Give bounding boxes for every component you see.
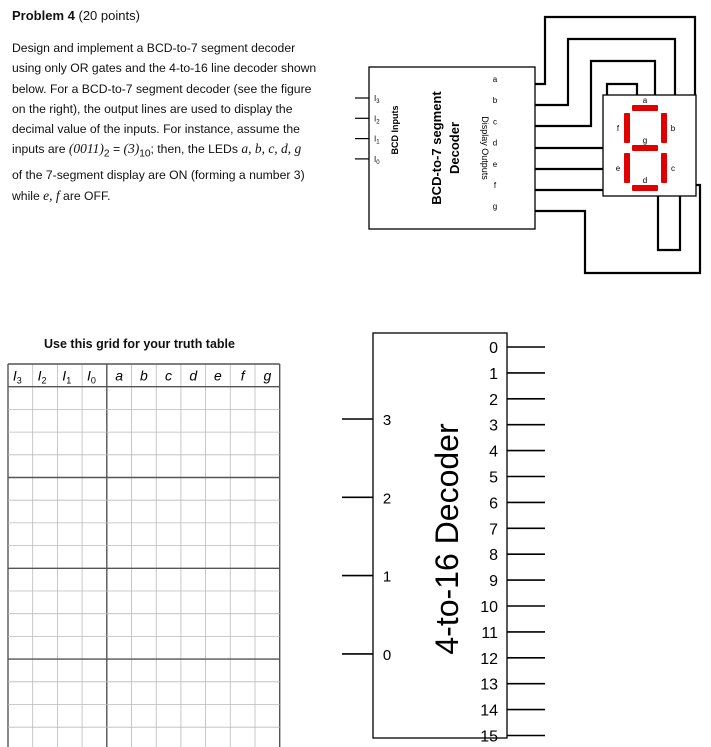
decoder-output-label: 1 — [489, 365, 498, 383]
bcd-output-pins — [493, 75, 498, 211]
bcd-output-label: d — [492, 138, 498, 148]
decoder-output-label: 6 — [489, 495, 498, 513]
segment-c — [661, 153, 667, 183]
segment-a — [632, 105, 658, 111]
math-sub: 10 — [139, 148, 151, 160]
problem-line: of the 7-segment display are ON (forming a number 3) — [12, 168, 305, 183]
grid-header: $I_2$ — [37, 367, 47, 386]
decoder-input-label: 2 — [382, 490, 392, 508]
math-sub: 2 — [103, 148, 110, 160]
bcd-input-label: $I_3$ — [374, 94, 380, 105]
text: ; then, the LEDs — [150, 142, 242, 157]
problem-number: Problem 4 — [12, 8, 75, 23]
bcd-decoder-diagram — [355, 0, 711, 290]
bcd-output-label: a — [492, 75, 498, 84]
segment-label: f — [616, 124, 620, 133]
segment-label: g — [642, 136, 648, 145]
problem-line: Design and implement a BCD-to-7 segment decoder — [12, 41, 296, 55]
bcd-wires — [535, 17, 700, 273]
decoder-input-label: 0 — [382, 646, 392, 664]
bcd-input-label: $I_2$ — [374, 114, 380, 126]
math: (0011) — [68, 141, 104, 157]
decoder-output-label: 7 — [489, 521, 498, 539]
decoder-input-label: 3 — [382, 412, 392, 429]
grid-header: d — [189, 367, 198, 384]
bcd-output-label: b — [492, 96, 498, 106]
decoder-output-label: 0 — [489, 340, 498, 357]
text: are OFF. — [59, 188, 111, 203]
problem-line: decimal value of the inputs. For instance, assume the — [12, 122, 300, 137]
decoder-output-label: 12 — [480, 650, 498, 668]
decoder-output-label: 2 — [489, 391, 498, 409]
decoder-output-label: 10 — [480, 599, 498, 616]
decoder-output-label: 5 — [489, 469, 498, 487]
bcd-output-label: e — [492, 159, 498, 169]
segment-label: b — [670, 124, 676, 133]
decoder-output-label: 11 — [481, 624, 498, 642]
bcd-input-sub: 1 — [376, 139, 380, 146]
problem-line: below. For a BCD-to-7 segment decoder (see the figure — [12, 81, 312, 96]
decoder-output-label: 15 — [480, 728, 498, 745]
text: inputs are — [12, 142, 69, 157]
bcd-outputs-label: Display Outputs — [480, 116, 490, 180]
math: (3) — [123, 141, 140, 157]
problem-line — [12, 186, 352, 206]
decoder-output-label: 9 — [489, 573, 498, 591]
problem-line: on the right), the output lines are used to display the — [12, 101, 293, 116]
grid-header: e — [214, 367, 222, 384]
problem-points: (20 points) — [78, 8, 140, 23]
segment-f — [624, 113, 630, 143]
segment-b — [661, 113, 667, 143]
text: while — [12, 188, 44, 203]
grid-header: g — [263, 367, 272, 384]
grid-header: $I_3$ — [12, 367, 22, 386]
grid-header: c — [165, 367, 173, 384]
segment-d — [632, 185, 658, 191]
segment-label: a — [642, 96, 648, 105]
bcd-box-label: Decoder — [447, 121, 462, 175]
grid-header: $I_0$ — [86, 367, 96, 386]
segment-e — [624, 153, 630, 183]
grid-header-sub: 0 — [90, 375, 96, 386]
bcd-input-sub: 0 — [376, 159, 380, 166]
decoder-output-label: 8 — [489, 547, 498, 565]
segment-label: c — [671, 164, 675, 173]
problem-statement — [12, 38, 352, 206]
decoder-output-label: 4 — [489, 443, 498, 461]
bcd-input-label: $I_1$ — [374, 134, 380, 146]
grid-header: f — [240, 367, 245, 384]
problem-line: using only OR gates and the 4-to-16 line decoder shown — [12, 61, 317, 76]
problem-title — [12, 8, 140, 23]
bcd-output-label: f — [493, 181, 497, 190]
decoder-output-label: 14 — [480, 702, 498, 720]
grid-title: Use this grid for your truth table — [44, 337, 235, 351]
decoder-label: 4-to-16 Decoder — [429, 423, 465, 655]
bcd-input-sub: 3 — [376, 99, 380, 105]
bcd-box-label: BCD-to-7 segment — [429, 91, 444, 205]
bcd-inputs-label: BCD Inputs — [390, 105, 400, 155]
grid-header: a — [115, 367, 124, 384]
problem-line — [12, 139, 352, 165]
four-to-sixteen-decoder — [340, 325, 580, 745]
bcd-input-pins — [355, 94, 380, 166]
segment-label: e — [615, 164, 621, 173]
segment-label: d — [642, 176, 648, 185]
decoder-output-label: 13 — [480, 676, 498, 694]
grid-header-sub: 1 — [66, 375, 72, 386]
truth-table-grid — [0, 362, 285, 747]
bcd-output-label: g — [492, 202, 498, 212]
bcd-input-label: $I_0$ — [374, 154, 380, 166]
bcd-output-label: c — [493, 117, 497, 127]
decoder-input-label: 1 — [382, 568, 392, 586]
bcd-input-sub: 2 — [376, 119, 380, 126]
grid-header: $I_1$ — [62, 367, 72, 386]
math: a, b, c, d, g — [241, 141, 302, 157]
grid-header-sub: 3 — [16, 375, 22, 386]
grid-header: b — [139, 367, 148, 384]
segment-g — [632, 145, 658, 151]
decoder-output-label: 3 — [489, 417, 498, 435]
grid-header-sub: 2 — [41, 375, 47, 386]
decoder-output-pins — [480, 340, 545, 745]
decoder-input-pins — [342, 412, 391, 664]
bcd-wire — [535, 185, 700, 273]
math: e, f — [43, 187, 60, 203]
text: = — [109, 142, 124, 157]
